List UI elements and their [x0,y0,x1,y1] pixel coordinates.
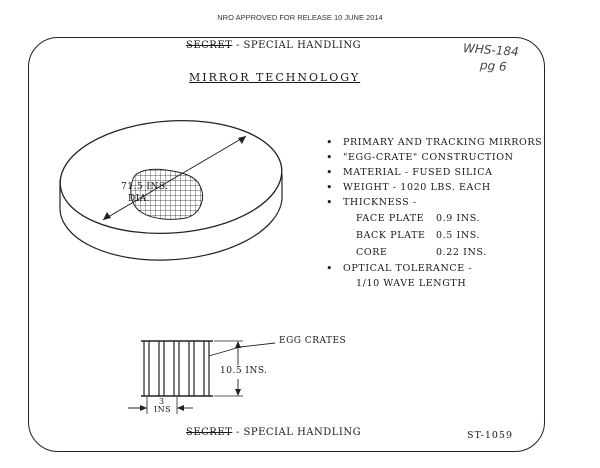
classification-rest: - SPECIAL HANDLING [232,40,362,51]
mirror-diameter-unit: DIA. [128,194,151,204]
mirror-diameter-label: 71.5 INS. [121,182,169,192]
crate-height-label: 10.5 INS. [220,366,268,376]
document-number: ST-1059 [467,430,514,441]
spec-item: • PRIMARY AND TRACKING MIRRORS [323,135,542,150]
spec-item: • OPTICAL TOLERANCE - [323,261,542,276]
page-title: MIRROR TECHNOLOGY [189,71,361,84]
handwritten-note: WHS-184 [462,41,520,59]
back-plate-value: 0.5 INS. [436,230,481,241]
spec-subitem [323,244,542,261]
classification-struck: SECRET [186,40,233,51]
core-value: 0.22 INS. [436,247,487,258]
release-banner: NRO APPROVED FOR RELEASE 10 JUNE 2014 [217,13,383,22]
crate-width-unit: INS [154,405,172,414]
spec-subitem [323,227,542,244]
spec-item: • WEIGHT - 1020 LBS. EACH [323,180,542,195]
back-plate-label: BACK PLATE [356,230,426,241]
spec-item-continued: 1/10 WAVE LENGTH [356,278,467,289]
egg-crates-label: EGG CRATES [279,336,347,346]
spec-item: • THICKNESS - [323,195,542,210]
classification-struck: SECRET [186,427,233,438]
face-plate-label: FACE PLATE [356,213,425,224]
crate-width-number: 3 [159,397,165,406]
spec-item: • MATERIAL - FUSED SILICA [323,165,542,180]
core-label: CORE [356,247,388,258]
face-plate-value: 0.9 INS. [436,213,481,224]
classification-footer [186,427,361,438]
handwritten-page: pg 6 [479,58,508,74]
classification-rest: - SPECIAL HANDLING [232,427,362,438]
spec-item: • "EGG-CRATE" CONSTRUCTION [323,150,542,165]
spec-subitem [323,210,542,227]
spec-list [323,135,542,291]
